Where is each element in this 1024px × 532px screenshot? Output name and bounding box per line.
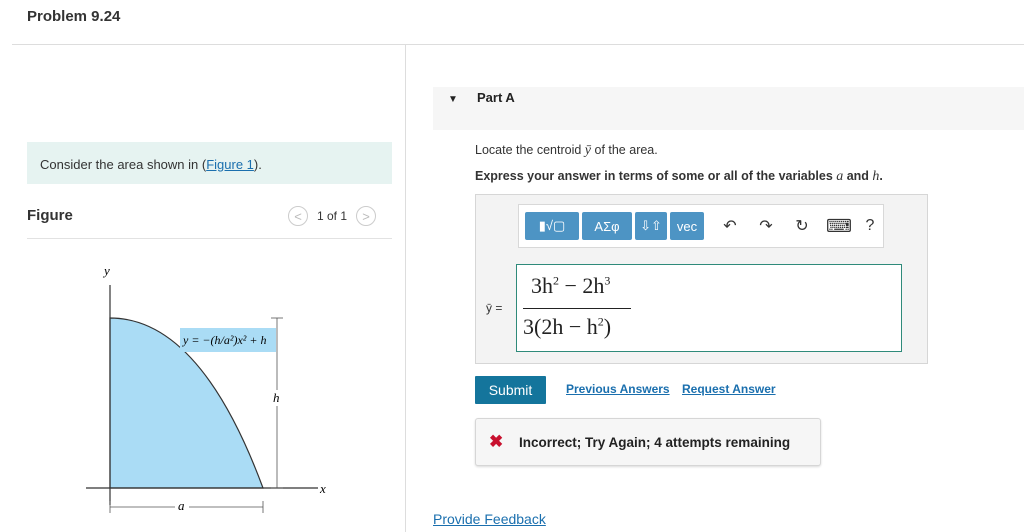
- keyboard-icon[interactable]: ⌨: [826, 215, 852, 236]
- curve-equation: y = −(h/a²)x² + h: [183, 333, 267, 347]
- problem-title: Problem 9.24: [27, 8, 121, 25]
- answer-denominator: $3(2h - h^2)$: [523, 314, 612, 339]
- answer-numerator: $3h^2 - 2h^3$: [531, 273, 611, 298]
- question-prompt: Locate the centroid ȳ of the area.: [475, 143, 658, 158]
- column-divider: [405, 45, 406, 532]
- prev-figure-button[interactable]: <: [288, 206, 308, 226]
- answer-label: ȳ =: [486, 301, 503, 315]
- fraction-bar: [523, 308, 631, 309]
- area-diagram: [80, 255, 350, 520]
- request-answer-link[interactable]: Request Answer: [682, 382, 776, 396]
- reset-icon[interactable]: ↻: [795, 218, 809, 235]
- math-toolbar: [518, 204, 884, 248]
- answer-instruction: Express your answer in terms of some or all of the variables a and h.: [475, 169, 883, 184]
- intro-text: Consider the area shown in (: [40, 157, 207, 172]
- figure-heading: Figure: [27, 207, 73, 224]
- collapse-arrow-icon[interactable]: ▼: [448, 94, 458, 105]
- x-axis-label: x: [320, 481, 326, 496]
- part-a-header[interactable]: [433, 87, 1024, 130]
- var-a: a: [836, 169, 844, 184]
- figure-pager: [288, 206, 376, 226]
- y-axis-label: y: [104, 263, 110, 278]
- next-figure-button[interactable]: >: [356, 206, 376, 226]
- problem-intro: [27, 142, 392, 184]
- var-h: h: [872, 169, 880, 184]
- templates-button[interactable]: ▮√▢: [525, 212, 579, 240]
- undo-icon[interactable]: ↶: [723, 218, 737, 235]
- feedback-message: [475, 418, 821, 466]
- top-divider: [12, 44, 1024, 45]
- intro-suffix: ).: [253, 157, 262, 172]
- error-icon: ✖: [489, 432, 504, 451]
- a-dimension-label: a: [178, 498, 185, 513]
- figure-count: 1 of 1: [317, 209, 348, 223]
- figure-link[interactable]: Figure 1: [206, 157, 254, 172]
- answer-panel: [475, 194, 928, 364]
- provide-feedback-link[interactable]: Provide Feedback: [433, 511, 546, 527]
- figure-divider: [27, 238, 392, 239]
- answer-input[interactable]: [516, 264, 902, 352]
- h-dimension-label: h: [273, 390, 280, 405]
- redo-icon[interactable]: ↷: [759, 218, 773, 235]
- greek-button[interactable]: ΑΣφ: [582, 212, 632, 240]
- vec-button[interactable]: vec: [670, 212, 704, 240]
- feedback-text: Incorrect; Try Again; 4 attempts remaining: [519, 435, 791, 450]
- submit-button[interactable]: Submit: [475, 376, 546, 404]
- arrows-button[interactable]: ⇩⇧: [635, 212, 667, 240]
- part-a-label: Part A: [477, 90, 515, 105]
- ybar-symbol: ȳ: [584, 143, 592, 158]
- help-icon[interactable]: ?: [865, 217, 875, 234]
- previous-answers-link[interactable]: Previous Answers: [566, 382, 670, 396]
